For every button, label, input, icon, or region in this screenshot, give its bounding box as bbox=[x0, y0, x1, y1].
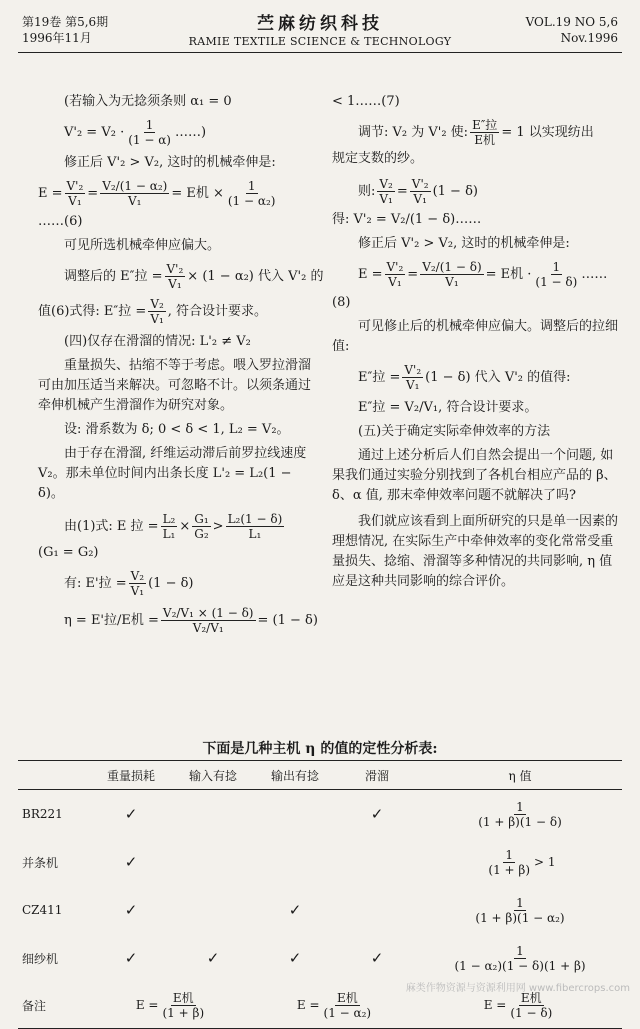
machine-name: 并条机 bbox=[22, 855, 59, 870]
volume-cn: 第19卷 第5,6期 bbox=[22, 15, 109, 29]
eta-suffix: > 1 bbox=[534, 854, 556, 869]
numerator: L₂ bbox=[162, 512, 176, 526]
table-header bbox=[18, 761, 90, 790]
fraction bbox=[410, 177, 431, 206]
eq-text: …… bbox=[581, 266, 608, 282]
denominator: V₁ bbox=[168, 277, 182, 291]
equation bbox=[38, 297, 320, 326]
numerator: 1 bbox=[516, 895, 524, 910]
text-line: ……(6) bbox=[38, 214, 83, 229]
denominator: V₁ bbox=[128, 194, 142, 208]
check-mark: ✓ bbox=[288, 949, 302, 967]
denominator: (1 + β) bbox=[488, 862, 531, 877]
numerator: E″拉 bbox=[472, 118, 498, 132]
eq-text: × (1 − α₂) 代入 V'₂ 的 bbox=[187, 268, 324, 284]
equation bbox=[38, 118, 320, 147]
numerator: V₂/(1 − δ) bbox=[422, 260, 482, 274]
table-header: 输入有捻 bbox=[172, 761, 254, 790]
eq-text: > bbox=[212, 518, 224, 534]
numerator: L₂(1 − δ) bbox=[227, 512, 283, 526]
volume-en: VOL.19 NO 5,6 bbox=[525, 15, 618, 29]
eq-text: E = bbox=[38, 185, 63, 201]
text-line: < 1……(7) bbox=[332, 94, 400, 109]
numerator: E机 bbox=[336, 990, 358, 1005]
machine-name: CZ411 bbox=[22, 903, 63, 917]
check-mark bbox=[172, 838, 254, 886]
numerator: V'₂ bbox=[166, 262, 184, 276]
text-line: (G₁ = G₂) bbox=[38, 545, 99, 560]
fraction bbox=[161, 606, 256, 635]
note-formula bbox=[254, 982, 418, 1029]
section-heading: (五)关于确定实际牵伸效率的方法 bbox=[358, 424, 551, 439]
numerator: V₂ bbox=[379, 177, 393, 191]
numerator: V'₂ bbox=[66, 179, 84, 193]
numerator: G₁ bbox=[194, 512, 209, 526]
paragraph: 我们就应该看到上面所研究的只是单一因素的理想情况, 在实际生产中牵伸效率的变化常常受重量损失、捻缩、滑溜等多种情况的共同影响, η 值应是这种共同影响的综合评价。 bbox=[332, 514, 619, 589]
check-mark: ✓ bbox=[370, 805, 384, 823]
denominator: V₁ bbox=[379, 192, 393, 206]
date-cn: 1996年11月 bbox=[22, 31, 92, 45]
text-line: 设: 滑系数为 δ; 0 < δ < 1, L₂ = V₂。 bbox=[64, 422, 290, 437]
eq-text: (1 − δ) bbox=[148, 575, 194, 591]
equation bbox=[38, 569, 320, 598]
text-line: 得: V'₂ = V₂/(1 − δ)…… bbox=[332, 212, 482, 227]
journal-title-en: RAMIE TEXTILE SCIENCE & TECHNOLOGY bbox=[188, 35, 452, 48]
fraction bbox=[377, 177, 394, 206]
check-mark bbox=[336, 838, 418, 886]
eq-text: η = E'拉/E机 = bbox=[64, 612, 159, 628]
eq-text: × bbox=[179, 518, 191, 534]
eq-text: V'₂ = V₂ · bbox=[64, 124, 125, 140]
denominator: V₂/V₁ bbox=[192, 621, 224, 635]
table-header: 输出有捻 bbox=[254, 761, 336, 790]
journal-title-cn: 苎麻纺织科技 bbox=[257, 14, 383, 34]
eq-text: = bbox=[396, 183, 408, 199]
eq-text: = E机 · bbox=[485, 266, 532, 282]
denominator: (1 − δ) bbox=[535, 275, 578, 289]
table-row bbox=[18, 886, 622, 934]
equation bbox=[332, 260, 622, 289]
eq-text: ……) bbox=[175, 124, 207, 140]
denominator: L₁ bbox=[248, 527, 262, 541]
check-mark bbox=[172, 886, 254, 934]
numerator: V₂ bbox=[130, 569, 145, 583]
eq-text: = bbox=[407, 266, 419, 282]
eq-text: E = bbox=[135, 997, 159, 1012]
equation bbox=[332, 118, 622, 147]
fraction bbox=[473, 896, 566, 925]
numerator: V₂/V₁ × (1 − δ) bbox=[162, 606, 254, 620]
check-mark bbox=[336, 886, 418, 934]
fraction bbox=[161, 512, 178, 541]
table-row bbox=[18, 838, 622, 886]
eq-text: E = bbox=[296, 997, 320, 1012]
fraction bbox=[385, 260, 406, 289]
text-line: E″拉 = V₂/V₁, 符合设计要求。 bbox=[358, 400, 538, 415]
numerator: V₂ bbox=[150, 297, 164, 311]
table-header: 滑溜 bbox=[336, 761, 418, 790]
numerator: 1 bbox=[516, 799, 524, 814]
note-formula bbox=[90, 982, 254, 1029]
denominator: E机 bbox=[474, 133, 496, 147]
numerator: E机 bbox=[520, 990, 542, 1005]
eq-text: 值(6)式得: E″拉 = bbox=[38, 303, 147, 319]
eq-text: 有: E'拉 = bbox=[64, 575, 127, 591]
check-mark bbox=[172, 790, 254, 839]
check-mark: ✓ bbox=[124, 805, 138, 823]
fraction bbox=[126, 118, 173, 147]
table-header: η 值 bbox=[418, 761, 622, 790]
denominator: V₁ bbox=[68, 194, 82, 208]
table-header: 重量损耗 bbox=[90, 761, 172, 790]
paragraph: 重量损失、拈缩不等于考虑。喂入罗拉滑溜可由加压适当来解决。可忽略不计。以须条通过牵伸机械产生滑溜作为研究对象。 bbox=[38, 358, 312, 413]
equation bbox=[38, 262, 324, 291]
numerator: V'₂ bbox=[404, 363, 422, 377]
header-right bbox=[526, 14, 618, 46]
eta-value bbox=[418, 790, 622, 839]
denominator: (1 + β)(1 − δ) bbox=[478, 814, 562, 829]
eq-text: 由(1)式: E 拉 = bbox=[64, 518, 159, 534]
denominator: (1 + β)(1 − α₂) bbox=[475, 910, 565, 925]
check-mark bbox=[254, 790, 336, 839]
fraction bbox=[322, 991, 374, 1020]
fraction bbox=[476, 800, 564, 829]
fraction bbox=[100, 179, 169, 208]
text-line: 修正后 V'₂ > V₂, 这时的机械牵伸是: bbox=[358, 236, 570, 251]
watermark: 麻类作物资源与资源利用网 www.fibercrops.com bbox=[405, 983, 630, 994]
denominator: V₁ bbox=[150, 312, 164, 326]
eq-text: 调整后的 E″拉 = bbox=[64, 268, 163, 284]
eq-text: (1 − δ) 代入 V'₂ 的值得: bbox=[425, 369, 571, 385]
denominator: (1 − α) bbox=[128, 133, 171, 147]
paragraph: 由于存在滑溜, 纤维运动滞后前罗拉线速度 V₂。那未单位时间内出条长度 L'₂ = L₂(1 − δ)。 bbox=[38, 446, 307, 501]
numerator: V'₂ bbox=[411, 177, 429, 191]
check-mark: ✓ bbox=[288, 901, 302, 919]
header-left bbox=[22, 14, 108, 46]
eq-text: 则: bbox=[358, 183, 376, 199]
section-heading: (四)仅存在滑溜的情况: L'₂ ≠ V₂ bbox=[64, 334, 251, 349]
denominator: V₁ bbox=[413, 192, 427, 206]
denominator: (1 − α₂) bbox=[227, 194, 276, 208]
denominator: G₂ bbox=[194, 527, 209, 541]
paragraph: 可见修止后的机械牵伸应偏大。调整后的拉细值: bbox=[332, 319, 619, 354]
denominator: V₁ bbox=[406, 378, 420, 392]
numerator: 1 bbox=[145, 118, 154, 132]
eq-text: E = bbox=[358, 266, 383, 282]
eq-text: , 符合设计要求。 bbox=[167, 303, 268, 319]
text-line: (若输入为无捻须条则 α₁ = 0 bbox=[64, 94, 232, 109]
fraction bbox=[226, 179, 278, 208]
denominator: V₁ bbox=[388, 275, 402, 289]
fraction bbox=[226, 512, 285, 541]
check-mark: ✓ bbox=[124, 853, 138, 871]
right-column bbox=[332, 92, 622, 592]
table-title: 下面是几种主机 η 的值的定性分析表: bbox=[202, 741, 438, 757]
fraction bbox=[420, 260, 483, 289]
eq-text: E = bbox=[483, 997, 507, 1012]
check-mark: ✓ bbox=[124, 901, 138, 919]
fraction bbox=[452, 944, 587, 973]
table-row bbox=[18, 790, 622, 839]
text-line: 可见所选机械牵伸应偏大。 bbox=[64, 238, 221, 253]
numerator: 1 bbox=[552, 260, 561, 274]
denominator: (1 − δ) bbox=[510, 1005, 553, 1020]
check-mark bbox=[254, 838, 336, 886]
machine-name: 细纱机 bbox=[22, 951, 59, 966]
check-mark: ✓ bbox=[370, 949, 384, 967]
fraction bbox=[486, 848, 532, 877]
eta-value bbox=[418, 838, 622, 886]
eq-text: = E机 × bbox=[171, 185, 224, 201]
check-mark: ✓ bbox=[124, 949, 138, 967]
eq-text: 调节: V₂ 为 V'₂ 使: bbox=[358, 124, 469, 140]
denominator: L₁ bbox=[162, 527, 176, 541]
machine-name: BR221 bbox=[22, 807, 63, 821]
eq-text: E″拉 = bbox=[358, 369, 401, 385]
fraction bbox=[65, 179, 86, 208]
eta-value bbox=[418, 886, 622, 934]
eta-value bbox=[418, 934, 622, 982]
denominator: (1 + β) bbox=[162, 1005, 205, 1020]
table-header-row bbox=[18, 761, 622, 790]
text-line: 修正后 V'₂ > V₂, 这时的机械牵伸是: bbox=[64, 155, 276, 170]
check-mark: ✓ bbox=[206, 949, 220, 967]
eq-text: = bbox=[87, 185, 99, 201]
denominator: V₁ bbox=[130, 584, 145, 598]
eq-text: = 1 以实现纺出 bbox=[501, 124, 594, 140]
numerator: 1 bbox=[247, 179, 256, 193]
numerator: V₂/(1 − α₂) bbox=[102, 179, 168, 193]
fraction bbox=[148, 297, 165, 326]
fraction bbox=[508, 991, 554, 1020]
fraction bbox=[161, 991, 207, 1020]
numerator: V'₂ bbox=[386, 260, 404, 274]
table-row bbox=[18, 934, 622, 982]
denominator: (1 − α₂)(1 − δ)(1 + β) bbox=[454, 958, 586, 973]
fraction bbox=[470, 118, 499, 147]
fraction bbox=[165, 262, 186, 291]
fraction bbox=[402, 363, 423, 392]
numerator: 1 bbox=[505, 847, 514, 862]
equation bbox=[38, 606, 320, 635]
header-rule bbox=[18, 52, 622, 53]
text-line: 规定支数的纱。 bbox=[332, 151, 424, 166]
equation bbox=[38, 512, 320, 541]
denominator: V₁ bbox=[445, 275, 459, 289]
eq-text: (1 − δ) bbox=[432, 183, 478, 199]
fraction bbox=[129, 569, 146, 598]
text-line: (8) bbox=[332, 295, 351, 310]
eq-text: = (1 − δ) bbox=[257, 612, 318, 628]
fraction bbox=[192, 512, 210, 541]
equation bbox=[332, 363, 622, 392]
paragraph: 通过上述分析后人们自然会提出一个问题, 如果我们通过实验分别找到了各机台相应产品的 β、δ、α 值, 那末牵伸效率问题不就解决了吗? bbox=[332, 448, 617, 503]
equation bbox=[38, 179, 320, 208]
equation bbox=[332, 177, 622, 206]
denominator: (1 − α₂) bbox=[323, 1005, 372, 1020]
date-en: Nov.1996 bbox=[560, 31, 618, 45]
left-column bbox=[38, 92, 324, 635]
numerator: 1 bbox=[516, 943, 524, 958]
header-center bbox=[150, 14, 490, 50]
note-label: 备注 bbox=[18, 982, 90, 1029]
numerator: E机 bbox=[172, 990, 194, 1005]
fraction bbox=[533, 260, 579, 289]
